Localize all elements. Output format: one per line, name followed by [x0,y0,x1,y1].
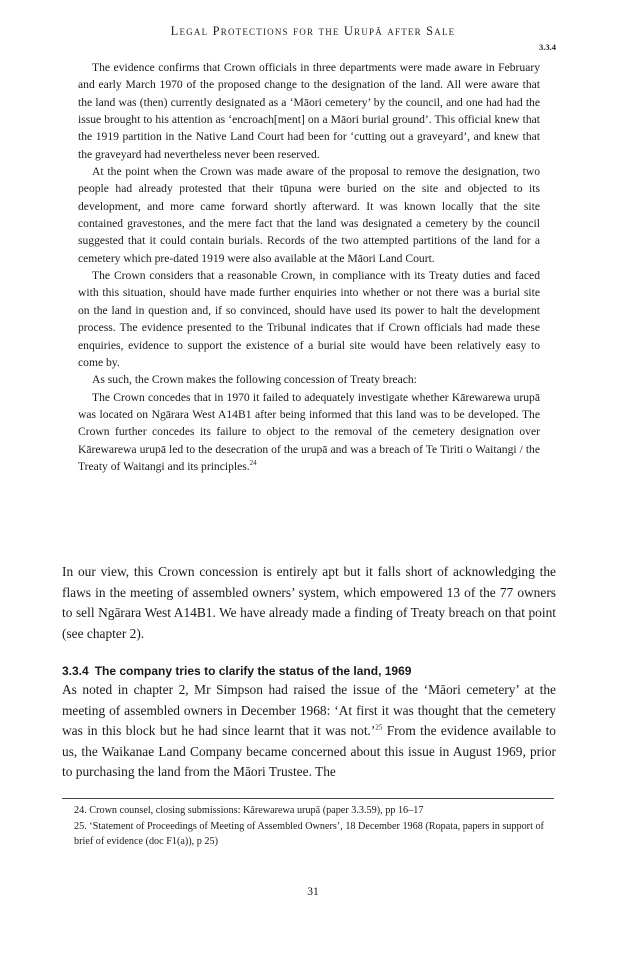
quoted-submission [78,59,540,475]
quote-paragraph: At the point when the Crown was made aware of the proposal to remove the designation, two people had already protested that their tūpuna were buried on the site and objected to its development, and more came forward shortly afterward. It was known locally that the site contained gravestones, and the mere fact that the land was designated a cemetery by the council suggested that it could contain burials. Records of the two attempted partitions of the land for a cemetery which pre-dated 1919 were also available at the Māori Land Court. [78,165,540,265]
body-text: From the evidence available to us, the Waikanae Land Company became concerned about this issue in August 1969, prior to purchasing the land from the Māori Trustee. The [62,723,557,779]
concession-paragraph [78,389,540,476]
section-number: 3.3.4 [62,664,89,678]
main-text [62,562,556,783]
footnote-ref[interactable]: 24 [249,459,257,468]
footnote-ref[interactable]: 25 [375,723,383,732]
quote-paragraph: The Crown considers that a reasonable Crown, in compliance with its Treaty duties and faced with this situation, should have made further enquiries into whether or not there was a burial site on the land in question and, if so convinced, should have used its power to halt the development process. The evidence presented to the Tribunal indicates that if Crown officials had made these enquiries, evidence to support the existence of a burial site would have been relatively easy to come by. [78,269,540,369]
body-paragraph: In our view, this Crown concession is entirely apt but it falls short of acknowledging the flaws in the meeting of assembled owners’ system, which empowered 13 of the 77 owners to sell Ngārara West A14B1. We have already made a finding of Treaty breach on that point (see chapter 2). [62,564,556,641]
quote-paragraph: As such, the Crown makes the following concession of Treaty breach: [92,373,417,387]
section-title: The company tries to clarify the status of the land, 1969 [94,664,412,678]
footnote: 24. Crown counsel, closing submissions: Kārewarewa urupā (paper 3.3.59), pp 16–17 [74,805,424,816]
section-tag: 3.3.4 [539,42,556,52]
body-text: As noted in chapter 2, Mr Simpson had raised the issue of the ‘Māori cemetery’ at the meeting of assembled owners in December 1968: ‘At first it was thought that the cemetery was in this block but he had since learnt that it was not.’ [62,682,556,738]
body-paragraph [62,680,556,783]
footnotes [62,798,554,850]
concession-text: The Crown concedes that in 1970 it failed to adequately investigate whether Kārewarewa urupā was located on Ngārara West A14B1 after being informed that this land was to be developed. The Crown further concedes its failure to object to the removal of the cemetery designation over Kārewarewa urupā led to the desecration of the urupā and was a breach of Te Tiriti o Waitangi / the Treaty of Waitangi and its principles. [78,390,540,473]
page-number: 31 [307,886,319,898]
section-heading [62,662,556,680]
quote-paragraph: The evidence confirms that Crown officials in three departments were made aware in February and early March 1970 of the proposed change to the designation of the land. All were aware that the land was (then) currently designated as a ‘Māori cemetery’ by the council, and one had had the issue brought to his attention as ‘encroach[ment] on a Māori burial ground’. This official knew that the 1919 partition in the Native Land Court had been for ‘cutting out a graveyard’, and knew that the graveyard had nevertheless never been reserved. [78,61,540,161]
running-title: Legal Protections for the Urupā after Sale [170,24,456,38]
footnote: 25. ‘Statement of Proceedings of Meeting of Assembled Owners’, 18 December 1968 (Ropata, papers in support of brief of evidence (doc F1(a)), p 25) [74,820,544,847]
